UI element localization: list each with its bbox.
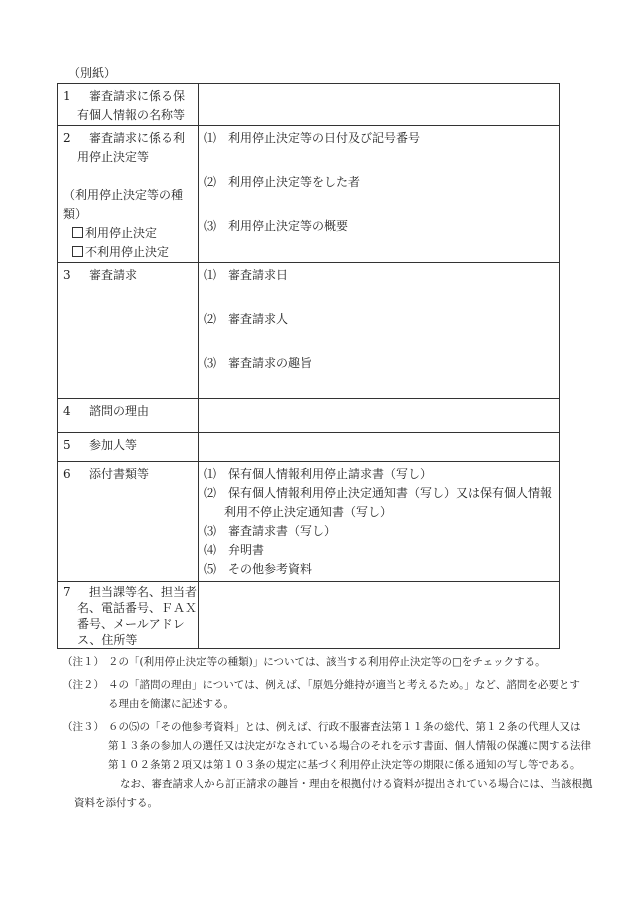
inquiry-form-table	[57, 83, 560, 649]
note-2	[62, 676, 582, 714]
form-row-4	[58, 399, 560, 433]
row-2-number: 2	[63, 131, 71, 145]
row-3-label	[58, 263, 198, 285]
row-6-label-text: 添付書類等	[89, 467, 150, 481]
row-6-item-4	[199, 541, 559, 560]
row-1-number: 1	[63, 89, 71, 103]
row-5-label-text: 参加人等	[89, 438, 138, 452]
note-3-para-line-1: なお、審査請求人から訂正請求の趣旨・理由を根拠付ける資料が提出されている場合には、当該根拠	[120, 778, 593, 790]
row-1-label	[58, 84, 198, 125]
decision-type-sublabel-line-2: 類）	[63, 207, 88, 221]
note-1	[62, 653, 582, 672]
item-number: ⑵	[204, 175, 217, 189]
item-number: ⑵	[204, 312, 217, 326]
row-1-content-cell[interactable]	[199, 84, 560, 126]
item-number: ⑶	[204, 356, 217, 370]
row-7-label-line-4: ス、住所等	[77, 633, 138, 647]
form-row-2	[58, 126, 560, 263]
row-4-number: 4	[63, 404, 71, 418]
row-2-content-cell[interactable]	[199, 126, 560, 263]
checkbox-square-icon[interactable]	[72, 246, 83, 257]
note-2-line-2: る理由を簡潔に記述する。	[108, 698, 234, 710]
item-number: ⑴	[204, 467, 217, 481]
item-number: ⑴	[204, 131, 217, 145]
item-text: 保有個人情報利用停止決定通知書（写し）又は保有個人情報	[228, 486, 553, 500]
form-row-7	[58, 582, 560, 649]
item-number: ⑶	[204, 524, 217, 538]
checkbox-non-suspension-label: 不利用停止決定	[85, 245, 170, 259]
row-5-content-cell[interactable]	[199, 433, 560, 462]
note-3-line-3: 第１０２条第２項又は第１０３条の規定に基づく利用停止決定等の期限に係る通知の写し等である。	[108, 759, 581, 771]
checkbox-square-icon[interactable]	[72, 227, 83, 238]
note-3-label: （注３）	[62, 721, 104, 733]
row-3-label-cell	[58, 263, 199, 399]
row-2-item-1	[199, 126, 559, 148]
note-3-line-2: 第１３条の参加人の選任又は決定がなされている場合のそれを示す書面、個人情報の保護に関する法律	[108, 740, 591, 752]
row-4-content-cell[interactable]	[199, 399, 560, 433]
row-2-label-line-2: 用停止決定等	[77, 150, 150, 164]
item-text: 利用停止決定等をした者	[228, 175, 361, 189]
row-4-label-cell	[58, 399, 199, 433]
row-2-label	[58, 126, 198, 167]
row-3-content-cell[interactable]	[199, 263, 560, 399]
item-number: ⑷	[204, 543, 217, 557]
note-1-line-1: ２の「(利用停止決定等の種類)」については、該当する利用停止決定等の□をチェックする。	[108, 656, 546, 668]
row-1-label-cell	[58, 84, 199, 126]
row-2-label-cell	[58, 126, 199, 263]
row-2-label-line-1: 審査請求に係る利	[89, 131, 186, 145]
note-3	[62, 718, 593, 813]
row-1-label-line-2: 有個人情報の名称等	[77, 108, 186, 122]
row-3-item-3	[199, 329, 559, 373]
row-7-label	[58, 582, 198, 648]
row-6-label-cell	[58, 462, 199, 582]
note-2-line-1: ４の「諮問の理由」については、例えば、「原処分維持が適当と考えるため。」など、諮問を必要とす	[108, 679, 580, 691]
row-6-item-1	[199, 465, 559, 484]
item-text: 審査請求日	[228, 268, 289, 282]
row-4-label	[58, 399, 198, 421]
row-5-number: 5	[63, 438, 71, 452]
form-row-6	[58, 462, 560, 582]
decision-type-sublabel-line-1: （利用停止決定等の種	[63, 188, 184, 202]
row-5-label	[58, 433, 198, 455]
note-2-label: （注２）	[62, 679, 104, 691]
item-text: 利用停止決定等の日付及び記号番号	[228, 131, 421, 145]
form-row-3	[58, 263, 560, 399]
item-number: ⑶	[204, 219, 217, 233]
row-2-item-2	[199, 148, 559, 192]
row-5-label-cell	[58, 433, 199, 462]
row-7-label-cell	[58, 582, 199, 649]
item-text: 審査請求人	[228, 312, 289, 326]
row-6-label	[58, 462, 198, 484]
item-text: 利用停止決定等の概要	[228, 219, 349, 233]
item-text-continuation: 利用不停止決定通知書（写し）	[224, 505, 393, 519]
row-6-item-5	[199, 560, 559, 579]
row-4-label-text: 諮問の理由	[89, 404, 150, 418]
row-3-label-text: 審査請求	[89, 268, 138, 282]
row-1-label-line-1: 審査請求に係る保	[89, 89, 186, 103]
checkbox-non-suspension-decision[interactable]	[58, 243, 198, 262]
row-7-label-line-2: 名、電話番号、ＦＡＸ	[77, 601, 198, 615]
attachment-label: （別紙）	[68, 66, 117, 80]
item-text: その他参考資料	[228, 562, 313, 576]
form-row-5	[58, 433, 560, 462]
row-7-label-line-3: 番号、メールアドレ	[77, 617, 185, 631]
checkbox-suspension-label: 利用停止決定	[85, 226, 158, 240]
item-text: 保有個人情報利用停止請求書（写し）	[228, 467, 433, 481]
row-2-item-3	[199, 192, 559, 236]
item-number: ⑸	[204, 562, 217, 576]
row-6-item-3	[199, 522, 559, 541]
item-text: 弁明書	[228, 543, 265, 557]
note-3-line-1: ６の⑸の「その他参考資料」とは、例えば、行政不服審査法第１１条の総代、第１２条の代理人又は	[108, 721, 581, 733]
form-row-1	[58, 84, 560, 126]
row-6-item-2	[199, 484, 559, 522]
row-7-content-cell[interactable]	[199, 582, 560, 649]
row-7-number: 7	[63, 585, 71, 599]
row-3-item-2	[199, 285, 559, 329]
item-number: ⑴	[204, 268, 217, 282]
row-3-number: 3	[63, 268, 71, 282]
note-1-label: （注１）	[62, 656, 104, 668]
note-3-para-line-2: 資料を添付する。	[74, 797, 158, 809]
row-7-label-line-1: 担当課等名、担当者	[89, 585, 198, 599]
notes-section	[62, 653, 593, 817]
row-3-item-1	[199, 263, 559, 285]
row-6-content-cell[interactable]	[199, 462, 560, 582]
checkbox-suspension-decision[interactable]	[58, 224, 198, 243]
item-number: ⑵	[204, 486, 217, 500]
item-text: 審査請求書（写し）	[228, 524, 337, 538]
item-text: 審査請求の趣旨	[228, 356, 313, 370]
row-6-number: 6	[63, 467, 71, 481]
